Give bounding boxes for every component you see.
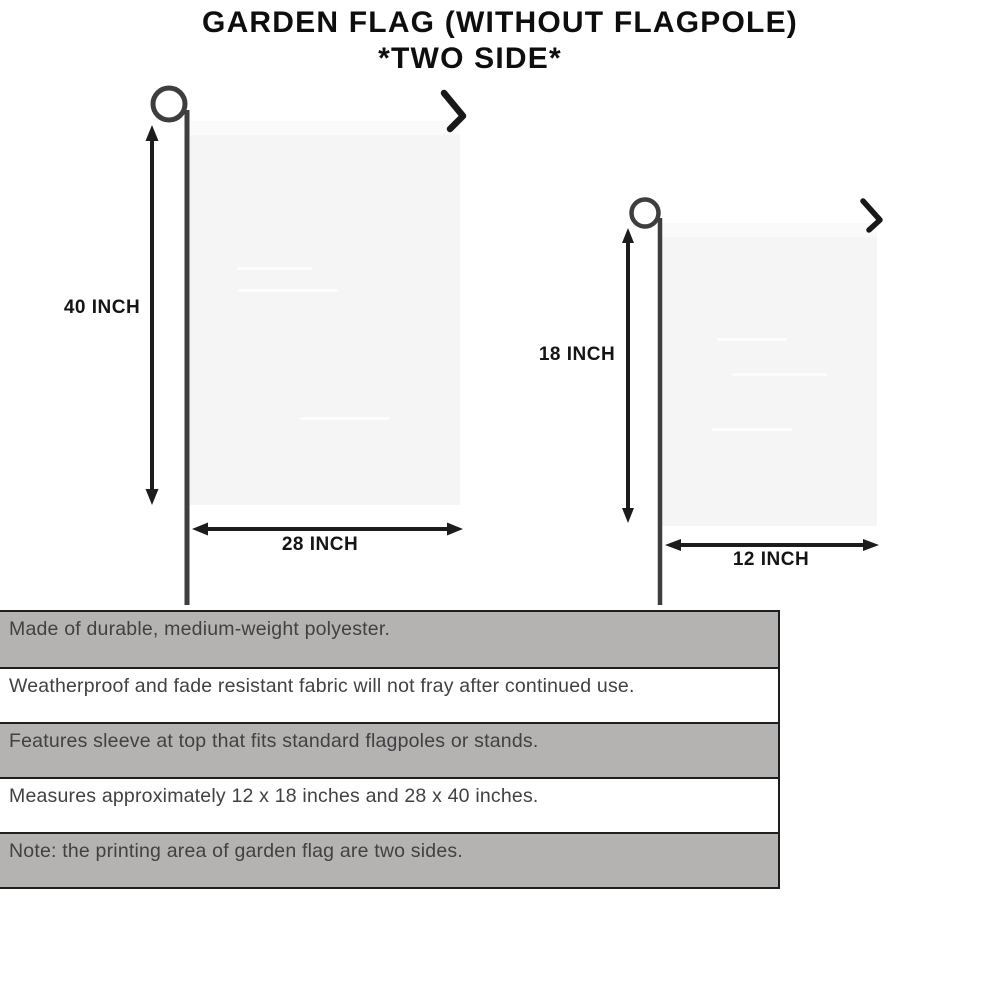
fabric-fold-streak	[300, 417, 390, 420]
fabric-fold-streak	[712, 428, 792, 431]
fabric-fold-streak	[732, 373, 827, 376]
large-height-arrow	[146, 125, 159, 505]
features-table	[0, 610, 780, 889]
small-flag-panel	[662, 223, 877, 526]
feature-row: Weatherproof and fade resistant fabric will not fray after continued use.	[0, 667, 778, 722]
page-title-line2	[0, 42, 1000, 76]
feature-row: Measures approximately 12 x 18 inches and 28 x 40 inches.	[0, 777, 778, 832]
small-flag-sleeve	[662, 223, 877, 237]
large-flagpole	[153, 88, 187, 605]
fabric-fold-streak	[238, 289, 338, 292]
large-width-label: 28 INCH	[281, 534, 359, 555]
large-flag-panel	[190, 121, 460, 505]
small-height-label: 18 INCH	[538, 344, 616, 365]
large-flag-sleeve	[190, 121, 460, 135]
feature-row: Made of durable, medium-weight polyester.	[0, 612, 778, 667]
large-height-label: 40 INCH	[63, 297, 141, 318]
small-flagpole	[632, 200, 661, 606]
fabric-fold-streak	[717, 338, 787, 341]
page-title-line2-text: *TWO SIDE*	[378, 42, 562, 75]
small-height-arrow	[622, 228, 634, 523]
fabric-fold-streak	[237, 267, 312, 270]
small-width-label: 12 INCH	[732, 549, 810, 570]
page-title-line1: GARDEN FLAG (WITHOUT FLAGPOLE)	[202, 6, 798, 39]
feature-row: Note: the printing area of garden flag are two sides.	[0, 832, 778, 887]
feature-row: Features sleeve at top that fits standard flagpoles or stands.	[0, 722, 778, 777]
